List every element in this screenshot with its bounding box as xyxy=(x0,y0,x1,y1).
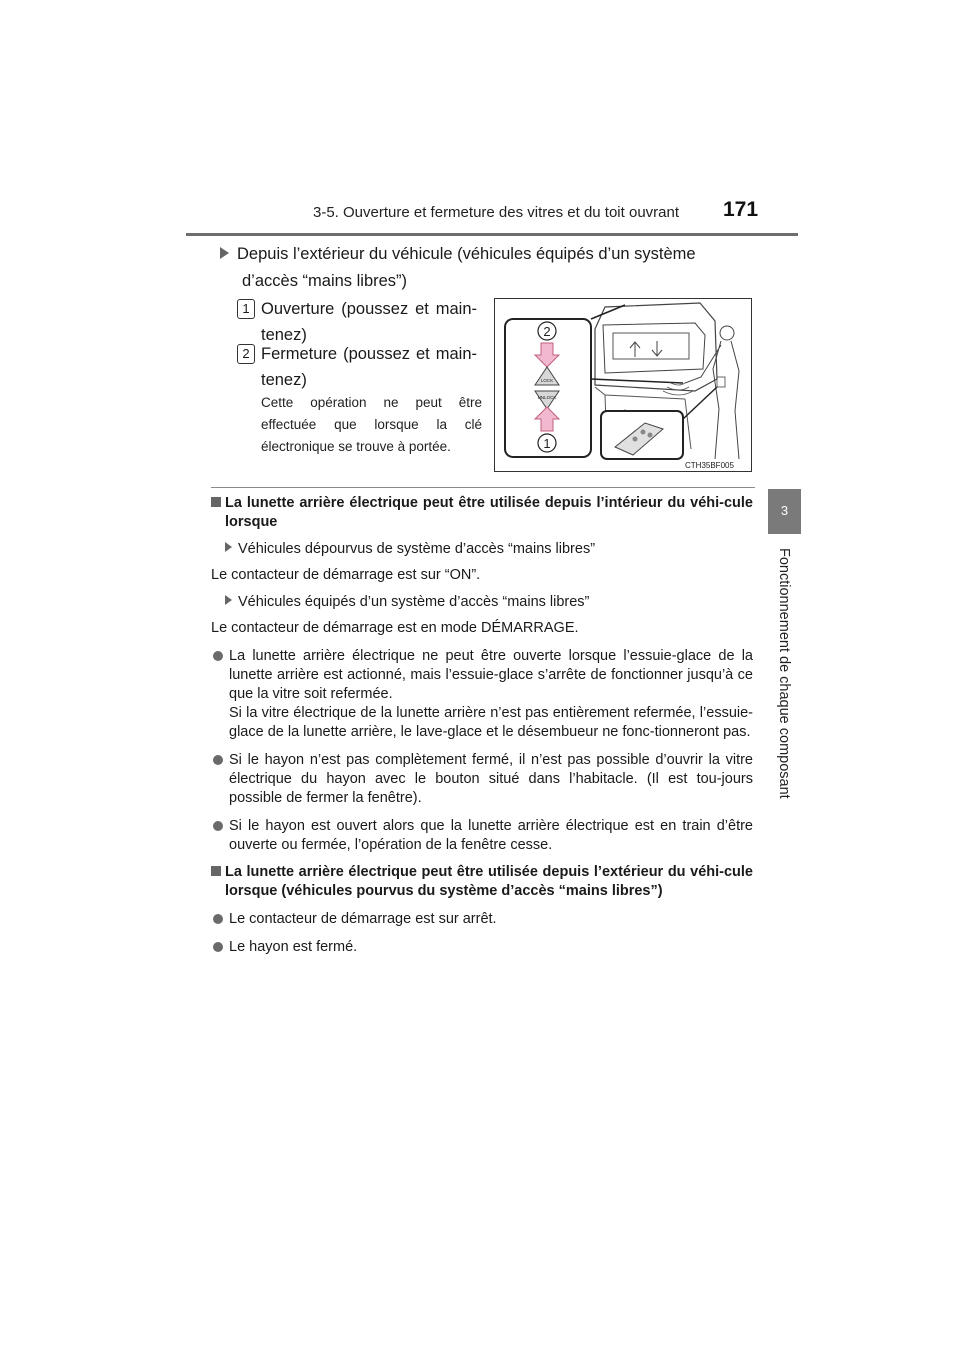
figure-code: CTH35BF005 xyxy=(685,461,734,470)
chapter-tab xyxy=(768,489,801,534)
bullet-continuation xyxy=(211,704,753,742)
step-number-2: 2 xyxy=(237,344,255,364)
section-divider xyxy=(211,487,755,488)
unlock-label: UNLOCK xyxy=(537,395,557,400)
triangle-bullet-icon xyxy=(225,595,232,605)
chapter-title: Fonctionnement de chaque composant xyxy=(776,548,792,799)
section-heading-1-text: La lunette arrière électrique peut être utilisée depuis l’intérieur du véhi-cule lorsque xyxy=(225,495,753,530)
section-heading-1 xyxy=(211,494,753,532)
bullet-text: Le hayon est fermé. xyxy=(229,939,358,955)
intro-line-2: d’accès “mains libres”) xyxy=(242,272,408,290)
sub-item-1 xyxy=(211,540,753,559)
circle-bullet-icon xyxy=(213,914,223,924)
bullet-item xyxy=(211,647,753,704)
circle-bullet-icon xyxy=(213,651,223,661)
section-heading-2 xyxy=(211,863,753,901)
lock-label: LOCK xyxy=(540,378,554,383)
chapter-number: 3 xyxy=(780,503,789,518)
intro-heading xyxy=(220,241,745,295)
text-1: Le contacteur de démarrage est sur “ON”. xyxy=(211,567,481,583)
square-bullet-icon xyxy=(211,497,221,507)
bullet-text: Si le hayon est ouvert alors que la lunette arrière électrique est en train d’être ouverte ou fermée, l’opération de la fenêtre cesse. xyxy=(229,818,753,853)
bullet-item xyxy=(211,751,753,808)
text-2: Le contacteur de démarrage est en mode DÉMARRAGE. xyxy=(211,620,579,636)
intro-line-1 xyxy=(220,241,745,268)
page-number: 171 xyxy=(723,198,759,221)
illustration-svg xyxy=(495,299,751,471)
step-2-text: Fermeture (poussez et main-tenez) xyxy=(261,345,477,389)
bullet-item xyxy=(211,910,753,929)
step-1-text: Ouverture (poussez et main-tenez) xyxy=(261,300,477,344)
bullet-item xyxy=(211,938,753,957)
step-2 xyxy=(237,341,477,393)
figure-label-2: 2 xyxy=(543,324,551,339)
bullet-text: Si le hayon n’est pas complètement fermé, il n’est pas possible d’ouvrir la vitre électrique du hayon avec le bouton situé dans l’habitacle. (Il est tou-jours possible de fermer la fenêtre). xyxy=(229,752,753,806)
sub-item-1-text: Véhicules dépourvus de système d’accès “mains libres” xyxy=(238,541,596,557)
circle-bullet-icon xyxy=(213,942,223,952)
intro-line-1-text: Depuis l’extérieur du véhicule (véhicules équipés d’un système xyxy=(237,245,696,263)
sub-item-2 xyxy=(211,593,753,612)
figure-label-1: 1 xyxy=(543,436,551,451)
triangle-bullet-icon xyxy=(225,542,232,552)
bullet-text: La lunette arrière électrique ne peut être ouverte lorsque l’essuie-glace de la lunette arrière est actionné, mais l’essuie-glace s’arrête de fonctionner jusqu’à ce que la vitre soit refermée. xyxy=(229,648,753,702)
step-number-1: 1 xyxy=(237,299,255,319)
section-heading-2-text: La lunette arrière électrique peut être utilisée depuis l’extérieur du véhi-cule lorsque (véhicules pourvus du système d’accès “mains libres”) xyxy=(225,864,753,899)
circle-bullet-icon xyxy=(213,821,223,831)
header-rule xyxy=(186,233,798,236)
square-bullet-icon xyxy=(211,866,221,876)
triangle-bullet-icon xyxy=(220,247,229,259)
bullet-text: Si la vitre électrique de la lunette arrière n’est pas entièrement refermée, l’essuie-glace de la lunette arrière, le lave-glace et le désembueur ne fonc-tionneront pas. xyxy=(229,705,753,740)
illustration-rear-window-switch xyxy=(494,298,752,472)
chapter-title-container xyxy=(766,548,802,818)
circle-bullet-icon xyxy=(213,755,223,765)
step-note: Cette opération ne peut être effectuée que lorsque la clé électronique se trouve à portée. xyxy=(261,395,482,454)
sub-item-2-text: Véhicules équipés d’un système d’accès “mains libres” xyxy=(238,594,590,610)
bullet-text: Le contacteur de démarrage est sur arrêt. xyxy=(229,911,497,927)
bullet-item xyxy=(211,817,753,855)
notes-body xyxy=(211,494,753,957)
header-section-title: 3-5. Ouverture et fermeture des vitres et du toit ouvrant xyxy=(313,204,680,221)
